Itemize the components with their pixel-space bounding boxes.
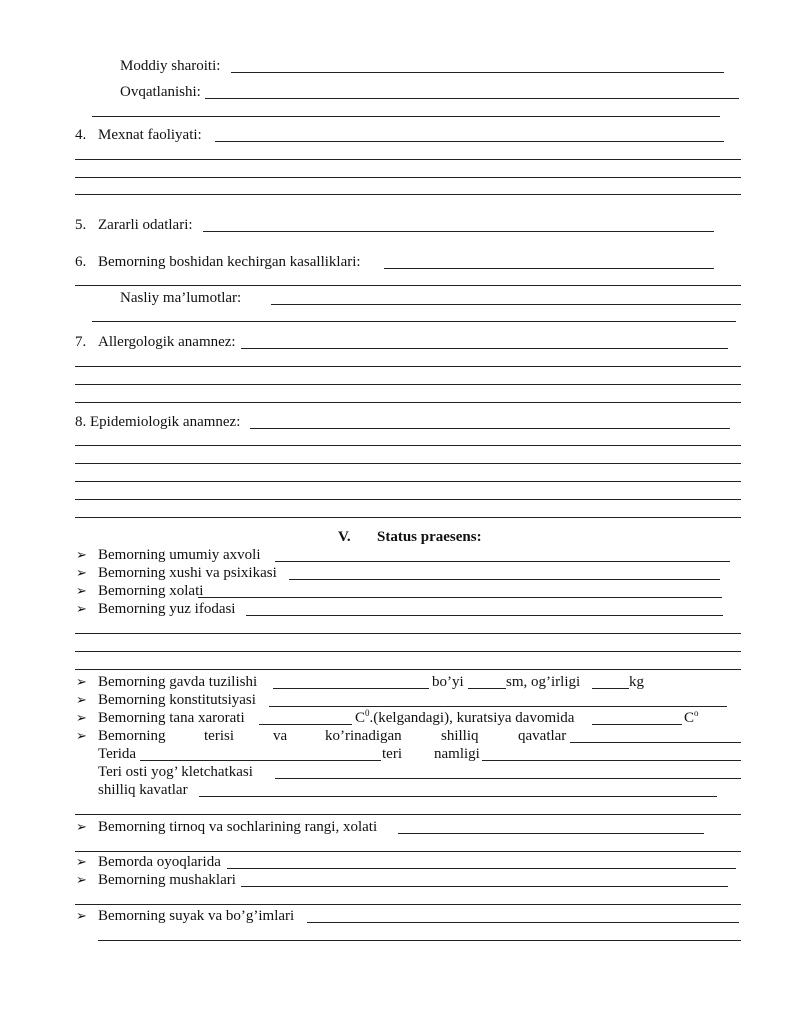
bullet-arrow-icon: ➢ [76,601,87,616]
korinadigan-word: ko’rinadigan [325,728,402,744]
tirnoq-sochlar-field[interactable] [398,833,704,834]
allergologik-line-3[interactable] [75,402,741,403]
mushaklari-label: Bemorning mushaklari [98,872,236,888]
moddiy-sharoiti-field[interactable] [231,72,724,73]
tirnoq-sochlar-label: Bemorning tirnoq va sochlarining rangi, xolati [98,819,378,835]
status-line-2[interactable] [75,651,741,652]
kasalliklar-line-1[interactable] [75,285,741,286]
suyak-line-extra[interactable] [98,940,741,941]
nasliy-field[interactable] [271,304,741,305]
section4-number: 4. [75,127,87,143]
bullet-arrow-icon: ➢ [76,547,87,562]
bullet-arrow-icon: ➢ [76,854,87,869]
namligi-field[interactable] [482,760,741,761]
qavatlar-word: qavatlar [518,728,567,744]
epidemiologik-field[interactable] [250,428,730,429]
umumiy-axvoli-field[interactable] [275,561,730,562]
kg-label: kg [629,674,644,690]
teri-osti-label: Teri osti yog’ kletchatkasi [98,764,253,780]
epidemiologik-line-5[interactable] [75,517,741,518]
tana-xarorati-label: Bemorning tana xarorati [98,710,245,726]
mexnat-faoliyati-field[interactable] [215,141,724,142]
status-line-1[interactable] [75,633,741,634]
zararli-odatlari-field[interactable] [203,231,714,232]
xushi-psixikasi-label: Bemorning xushi va psixikasi [98,565,277,581]
section6-number: 6. [75,254,87,270]
degree-mark: 0 [365,708,370,718]
nasliy-line-1[interactable] [92,321,736,322]
bemorning-teri-label: Bemorning [98,728,166,744]
section-roman-numeral: V. [338,529,351,545]
va-word: va [273,728,288,744]
epidemiologik-line-4[interactable] [75,499,741,500]
terida-field[interactable] [140,760,381,761]
bullet-arrow-icon: ➢ [76,583,87,598]
zararli-odatlari-label: Zararli odatlari: [98,217,193,233]
section5-number: 5. [75,217,87,233]
xolati-label: Bemorning xolati [98,583,204,599]
harorat-unit-kelgandagi [355,709,574,727]
mushaklari-field[interactable] [241,886,728,887]
bullet-arrow-icon: ➢ [76,710,87,725]
mexnat-line-2[interactable] [75,177,741,178]
bullet-arrow-icon: ➢ [76,728,87,743]
gavda-tuzilishi-field[interactable] [273,688,429,689]
allergologik-label: Allergologik anamnez: [98,334,236,350]
bullet-arrow-icon: ➢ [76,692,87,707]
konstitutsiyasi-label: Bemorning konstitutsiyasi [98,692,256,708]
terisi-word: terisi [204,728,234,744]
kasalliklar-label: Bemorning boshidan kechirgan kasalliklari: [98,254,361,270]
kelgandagi-label: .(kelgandagi), kuratsiya davomida [369,710,575,726]
mushaklari-line-extra[interactable] [75,904,741,905]
oyoqlarida-field[interactable] [227,868,736,869]
bullet-arrow-icon: ➢ [76,908,87,923]
nasliy-label: Nasliy ma’lumotlar: [120,290,242,306]
xushi-psixikasi-field[interactable] [289,579,720,580]
ovqatlanishi-field[interactable] [205,98,739,99]
terida-label: Terida [98,746,137,762]
moddiy-sharoiti-label: Moddiy sharoiti: [120,58,221,74]
bullet-arrow-icon: ➢ [76,819,87,834]
shilliq-kavatlar-field[interactable] [199,796,717,797]
ogirligi-field[interactable] [592,688,629,689]
celsius-label: C [684,710,695,726]
suyak-bogimlari-field[interactable] [307,922,739,923]
ovqatlanishi-field-line2[interactable] [92,116,720,117]
teri-osti-field[interactable] [275,778,741,779]
konstitutsiyasi-field[interactable] [269,706,727,707]
boyi-field[interactable] [468,688,506,689]
shilliq-word: shilliq [441,728,479,744]
celsius-label: C [355,710,366,726]
teri-qavatlar-field[interactable] [570,742,741,743]
xolati-field[interactable] [198,597,722,598]
umumiy-axvoli-label: Bemorning umumiy axvoli [98,547,261,563]
epidemiologik-line-3[interactable] [75,481,741,482]
shilliq-kavatlar-label: shilliq kavatlar [98,782,188,798]
yuz-ifodasi-label: Bemorning yuz ifodasi [98,601,236,617]
mexnat-line-3[interactable] [75,194,741,195]
bullet-arrow-icon: ➢ [76,565,87,580]
sm-ogirligi-label: sm, og’irligi [506,674,581,690]
teri-line-extra[interactable] [75,814,741,815]
status-line-3[interactable] [75,669,741,670]
section7-number: 7. [75,334,87,350]
epidemiologik-label: 8. Epidemiologik anamnez: [75,414,241,430]
degree-mark: o [694,708,699,718]
tirnoq-line-extra[interactable] [75,851,741,852]
mexnat-faoliyati-label: Mexnat faoliyati: [98,127,202,143]
allergologik-field[interactable] [241,348,728,349]
gavda-tuzilishi-label: Bemorning gavda tuzilishi [98,674,258,690]
allergologik-line-2[interactable] [75,384,741,385]
namligi-label: namligi [434,746,480,762]
bullet-arrow-icon: ➢ [76,872,87,887]
epidemiologik-line-1[interactable] [75,445,741,446]
epidemiologik-line-2[interactable] [75,463,741,464]
oyoqlarida-label: Bemorda oyoqlarida [98,854,221,870]
allergologik-line-1[interactable] [75,366,741,367]
ovqatlanishi-label: Ovqatlanishi: [120,84,201,100]
boyi-label: bo’yi [432,674,464,690]
yuz-ifodasi-field[interactable] [246,615,723,616]
status-praesens-title: Status praesens: [377,529,482,545]
mexnat-line-1[interactable] [75,159,741,160]
kuratsiya-harorat-field[interactable] [592,724,682,725]
teri-label: teri [382,746,402,762]
suyak-bogimlari-label: Bemorning suyak va bo’g’imlari [98,908,295,924]
kasalliklar-field[interactable] [384,268,714,269]
bullet-arrow-icon: ➢ [76,674,87,689]
harorat-unit-kuratsiya [684,709,699,727]
tana-xarorati-field[interactable] [259,724,352,725]
